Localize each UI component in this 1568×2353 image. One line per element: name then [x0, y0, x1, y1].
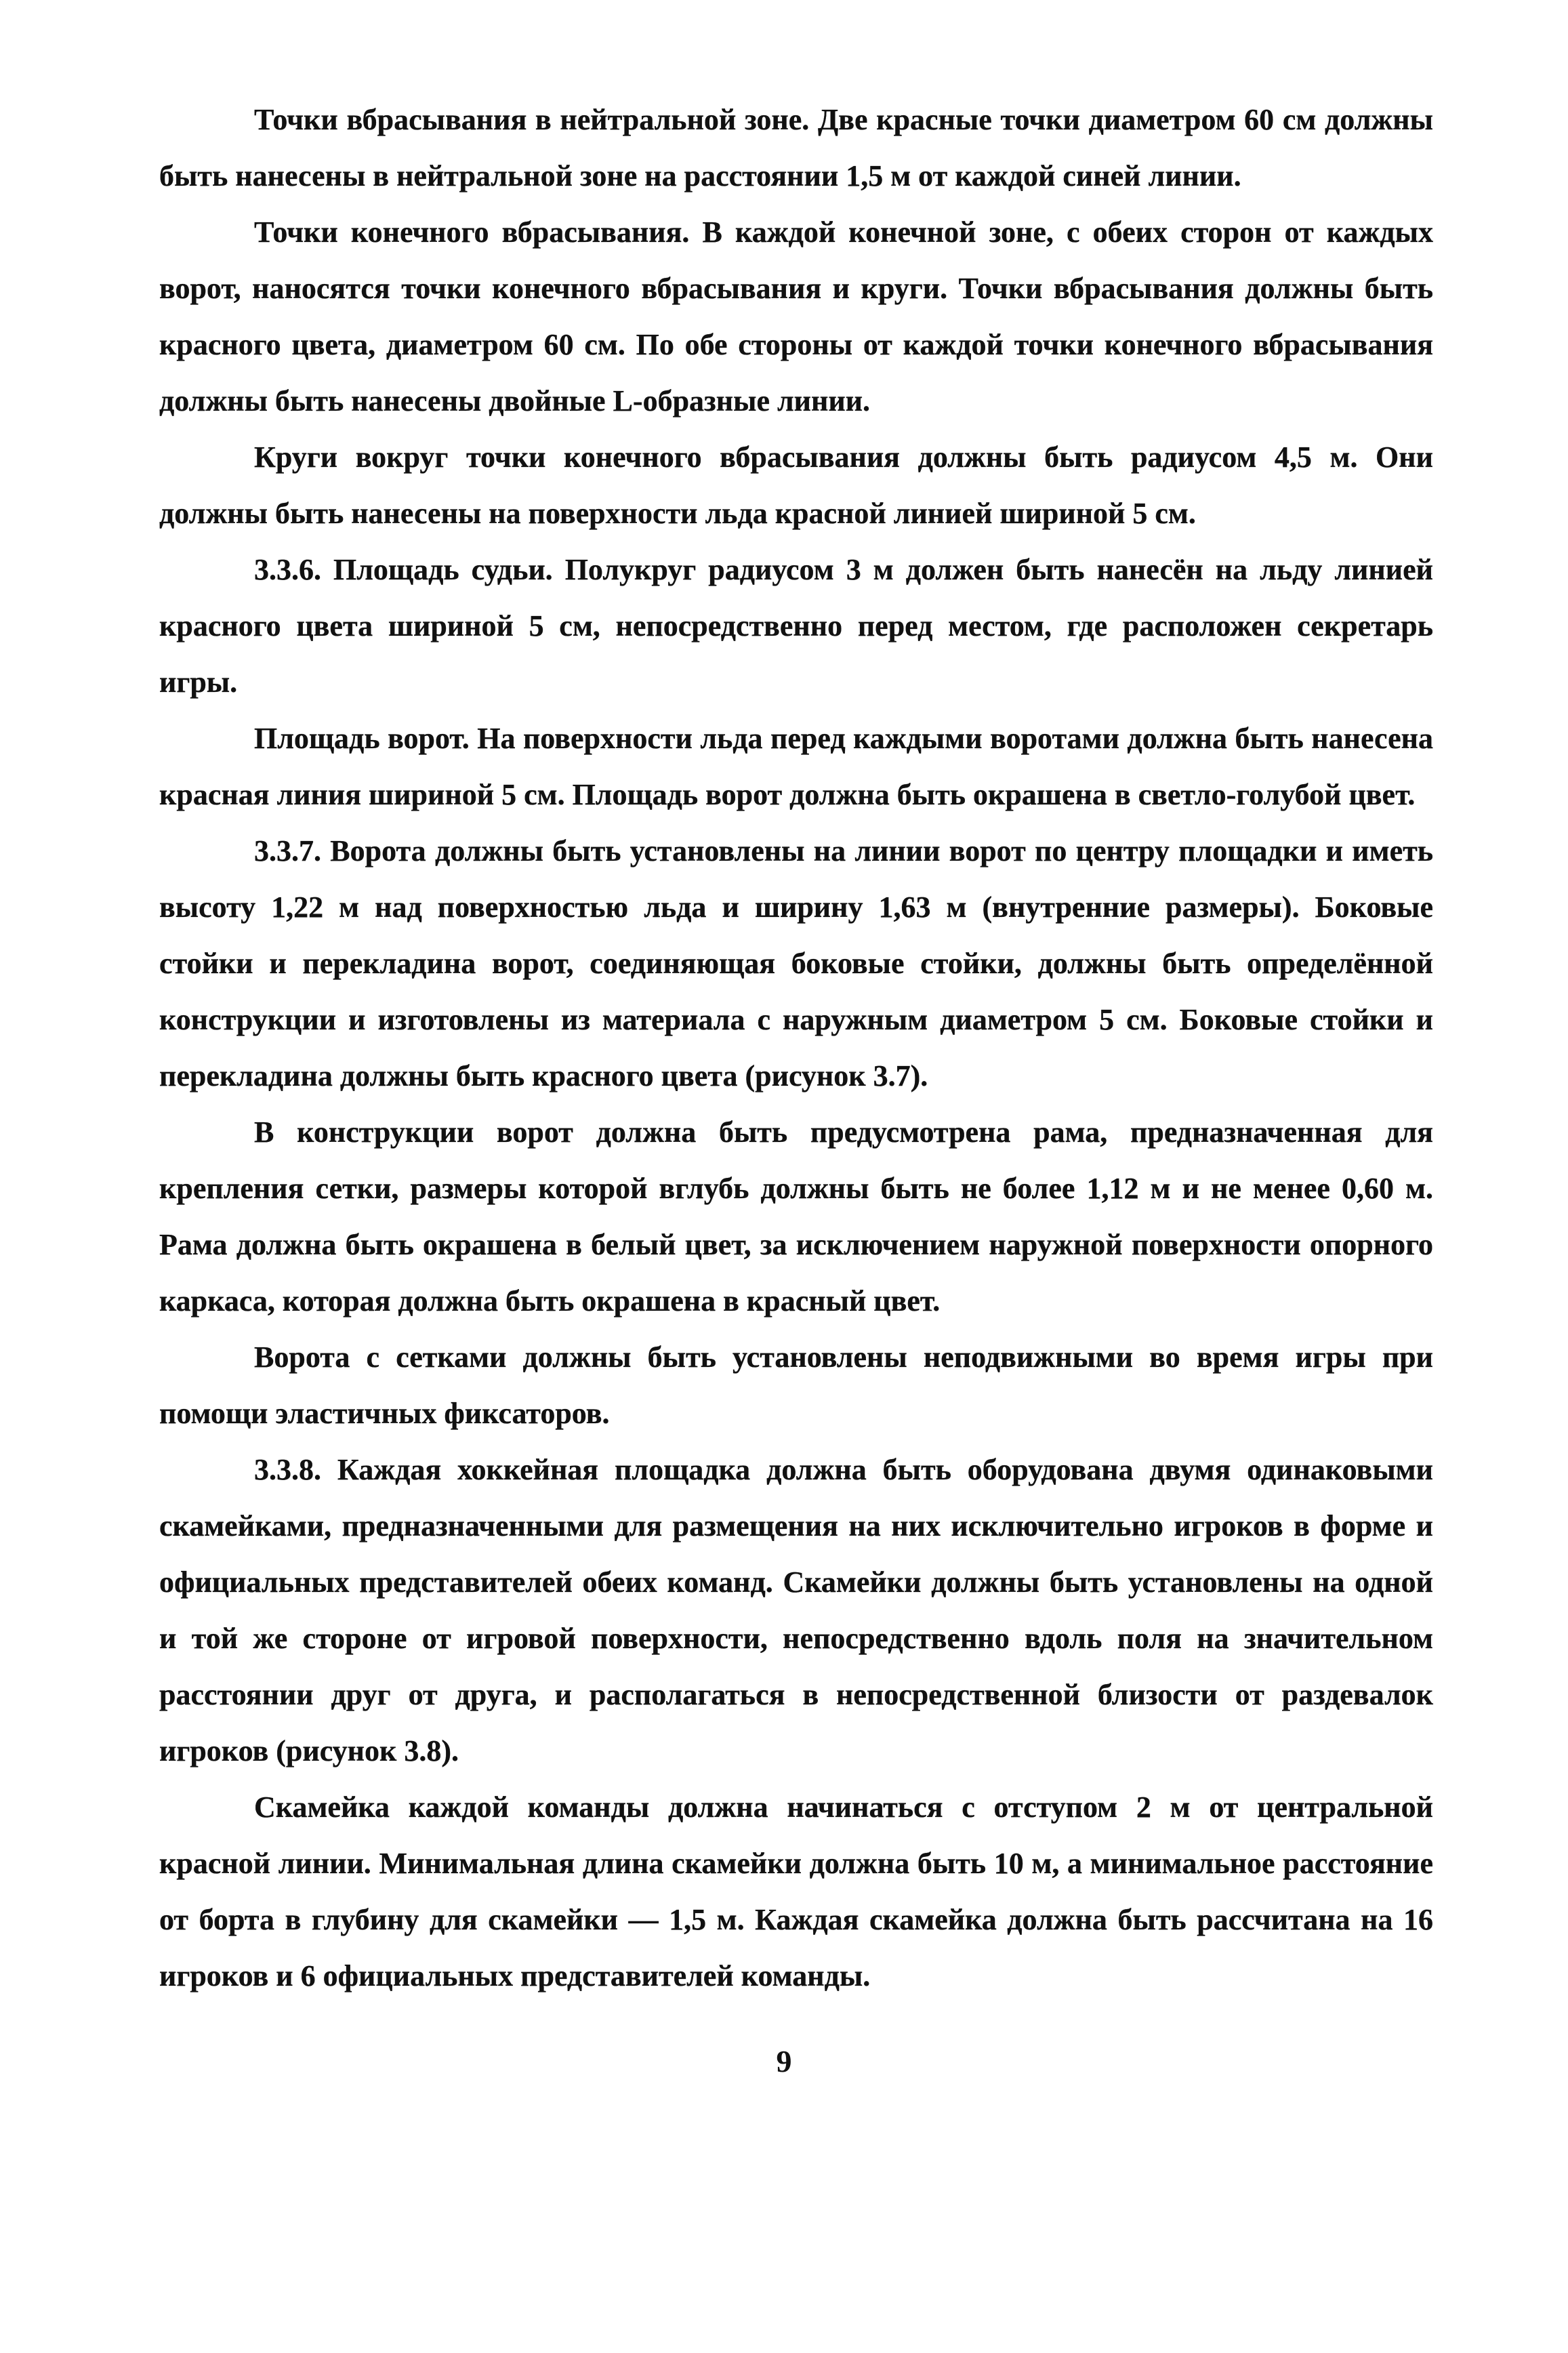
paragraph-end-faceoff-circles: Круги вокруг точки конечного вбрасывания должны быть радиусом 4,5 м. Они должны быть нанесены на поверхности льда красной линией шириной 5 см. — [159, 441, 1433, 530]
document-body — [159, 91, 1433, 2004]
paragraph-goal-frame: 3.3.7. Ворота должны быть установлены на линии ворот по центру площадки и иметь высоту 1,22 м над поверхностью льда и ширину 1,63 м (внутренние размеры). Боковые стойки и перекладина ворот, соединяющая боковые стойки, должны быть определённой конструкции и изготовлены из материала с наружным диаметром 5 см. Боковые стойки и перекладина должны быть красного цвета (рисунок 3.7). — [159, 834, 1433, 1092]
paragraph-faceoff-neutral-zone: Точки вбрасывания в нейтральной зоне. Две красные точки диаметром 60 см должны быть нанесены в нейтральной зоне на расстоянии 1,5 м от каждой синей линии. — [159, 103, 1433, 192]
page-number: 9 — [776, 2044, 792, 2079]
paragraph-goal-crease: Площадь ворот. На поверхности льда перед каждыми воротами должна быть нанесена красная линия шириной 5 см. Площадь ворот должна быть окрашена в светло-голубой цвет. — [159, 722, 1433, 811]
paragraph-bench-dimensions: Скамейка каждой команды должна начинаться с отступом 2 м от центральной красной линии. Минимальная длина скамейки должна быть 10 м, а минимальное расстояние от борта в глубину для скамейки — 1,5 м. Каждая скамейка должна быть рассчитана на 16 игроков и 6 официальных представителей команды. — [159, 1791, 1433, 1992]
paragraph-player-benches: 3.3.8. Каждая хоккейная площадка должна быть оборудована двумя одинаковыми скамейками, предназначенными для размещения на них исключительно игроков в форме и официальных представителей обеих команд. Скамейки должны быть установлены на одной и той же стороне от игровой поверхности, непосредственно вдоль поля на значительном расстоянии друг от друга, и располагаться в непосредственной близости от раздевалок игроков (рисунок 3.8). — [159, 1453, 1433, 1767]
paragraph-goal-net-frame: В конструкции ворот должна быть предусмотрена рама, предназначенная для крепления сетки, размеры которой вглубь должны быть не более 1,12 м и не менее 0,60 м. Рама должна быть окрашена в белый цвет, за исключением наружной поверхности опорного каркаса, которая должна быть окрашена в красный цвет. — [159, 1116, 1433, 1317]
paragraph-end-faceoff-spots: Точки конечного вбрасывания. В каждой конечной зоне, с обеих сторон от каждых ворот, наносятся точки конечного вбрасывания и круги. Точки вбрасывания должны быть красного цвета, диаметром 60 см. По обе стороны от каждой точки конечного вбрасывания должны быть нанесены двойные L-образные линии. — [159, 216, 1433, 417]
paragraph-referee-crease: 3.3.6. Площадь судьи. Полукруг радиусом 3 м должен быть нанесён на льду линией красного цвета шириной 5 см, непосредственно перед местом, где расположен секретарь игры. — [159, 553, 1433, 699]
paragraph-goal-pegs: Ворота с сетками должны быть установлены неподвижными во время игры при помощи эластичных фиксаторов. — [159, 1341, 1433, 1430]
